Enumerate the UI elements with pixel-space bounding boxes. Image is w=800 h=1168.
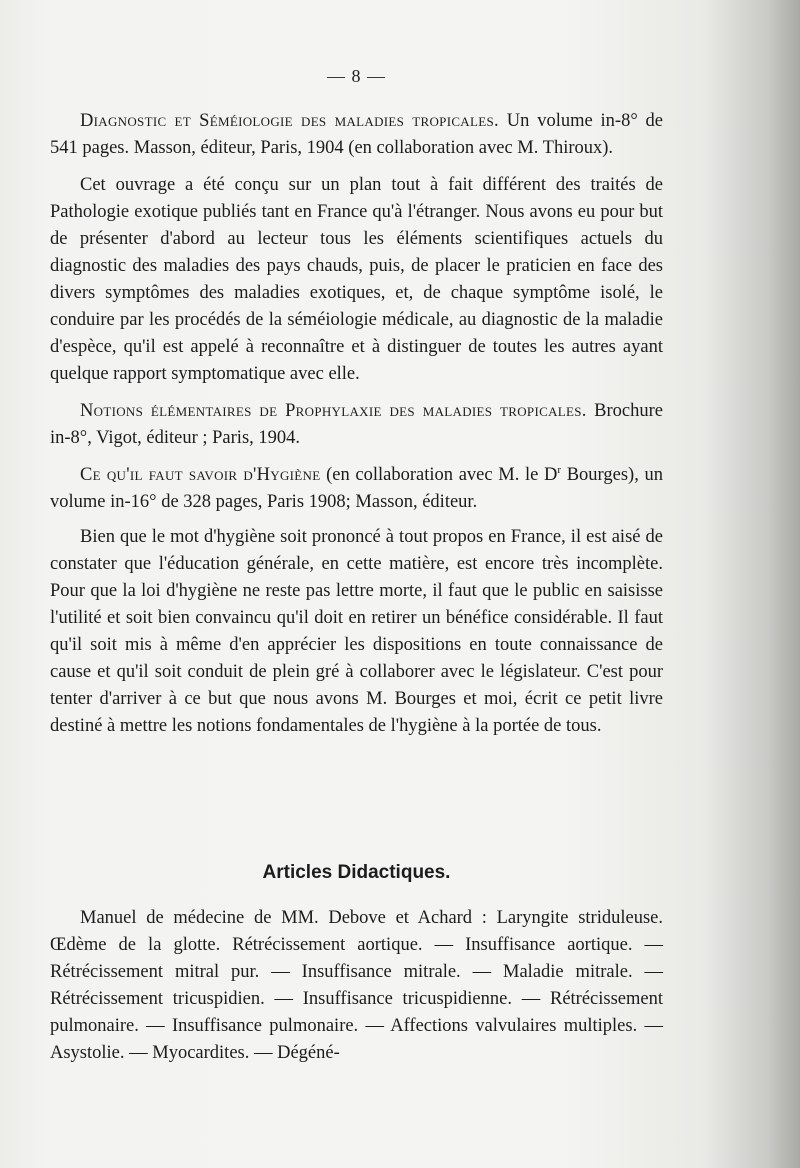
paragraph-hygiene: Bien que le mot d'hygiène soit prononcé à tout propos en France, il est aisé de constater que l'éducation générale, en cette matière, est encore très incomplète. Pour que la loi d'hygiène ne reste pas lettre morte, il faut que le public en saisisse l'utilité et soit bien convaincu qu'il doit en retirer un bénéfice considérable. Il faut qu'il soit mis à même d'en apprécier les dispositions en toute connaissance de cause et qu'il soit conduit de plein gré à collaborer avec le législateur. C'est pour tenter d'arriver à ce but que nous avons M. Bourges et moi, écrit ce petit livre destiné à mettre les notions fondamentales de l'hygiène à la portée de tous.: [50, 527, 663, 736]
entry-hygiene-body-a: (en collaboration avec M. le D: [320, 465, 558, 485]
section-heading: Articles Didactiques.: [262, 862, 451, 883]
entry-notions-body: Brochure in-8°, Vigot, éditeur ; Paris, 1904.: [50, 401, 663, 448]
entry-diagnostic-body: Un volume in-8° de 541 pages. Masson, éditeur, Paris, 1904 (en collaboration avec M. Thiroux).: [50, 111, 663, 158]
paragraph-ouvrage: Cet ouvrage a été conçu sur un plan tout à fait différent des traités de Pathologie exotique publiés tant en France qu'à l'étranger. Nous avons eu pour but de présenter d'abord au lecteur tous les éléments scientifiques actuels du diagnostic des maladies des pays chauds, puis, de placer le praticien en face des divers symptômes des maladies exotiques, et, de chaque symptôme isolé, le conduire par les procédés de la séméiologie médicale, au diagnostic de la maladie d'espèce, qu'il est appelé à reconnaître et à distinguer de toutes les autres ayant quelque rapport symptomatique avec elle.: [50, 175, 663, 384]
entry-hygiene-sup: r: [557, 463, 562, 476]
entry-hygiene-title: Ce qu'il faut savoir d'Hygiène: [80, 465, 321, 485]
entry-diagnostic: [50, 108, 663, 162]
entry-notions: [50, 398, 663, 452]
entry-notions-title: Notions élémentaires de Prophylaxie des maladies tropicales.: [80, 401, 587, 421]
entry-hygiene-body-b: Bourges), un volume in-16° de 328 pages, Paris 1908; Masson, éditeur.: [50, 465, 663, 512]
page-number: — 8 —: [327, 66, 386, 86]
main-text-bottom: [50, 905, 663, 1067]
paragraph-manuel: Manuel de médecine de MM. Debove et Achard : Laryngite striduleuse. Œdème de la glotte. Rétrécissement aortique. — Insuffisance aortique. — Rétrécissement mitral pur. — Insuffisance mitrale. — Maladie mitrale. — Rétrécissement tricuspidien. — Insuffisance tricuspidienne. — Rétrécissement pulmonaire. — Insuffisance pulmonaire. — Affections valvulaires multiples. — Asystolie. — Myocardites. — Dégéné-: [50, 908, 663, 1063]
entry-hygiene: [50, 462, 663, 516]
entry-diagnostic-title: Diagnostic et Séméiologie des maladies tropicales.: [80, 111, 499, 131]
main-text-top: [50, 108, 663, 740]
